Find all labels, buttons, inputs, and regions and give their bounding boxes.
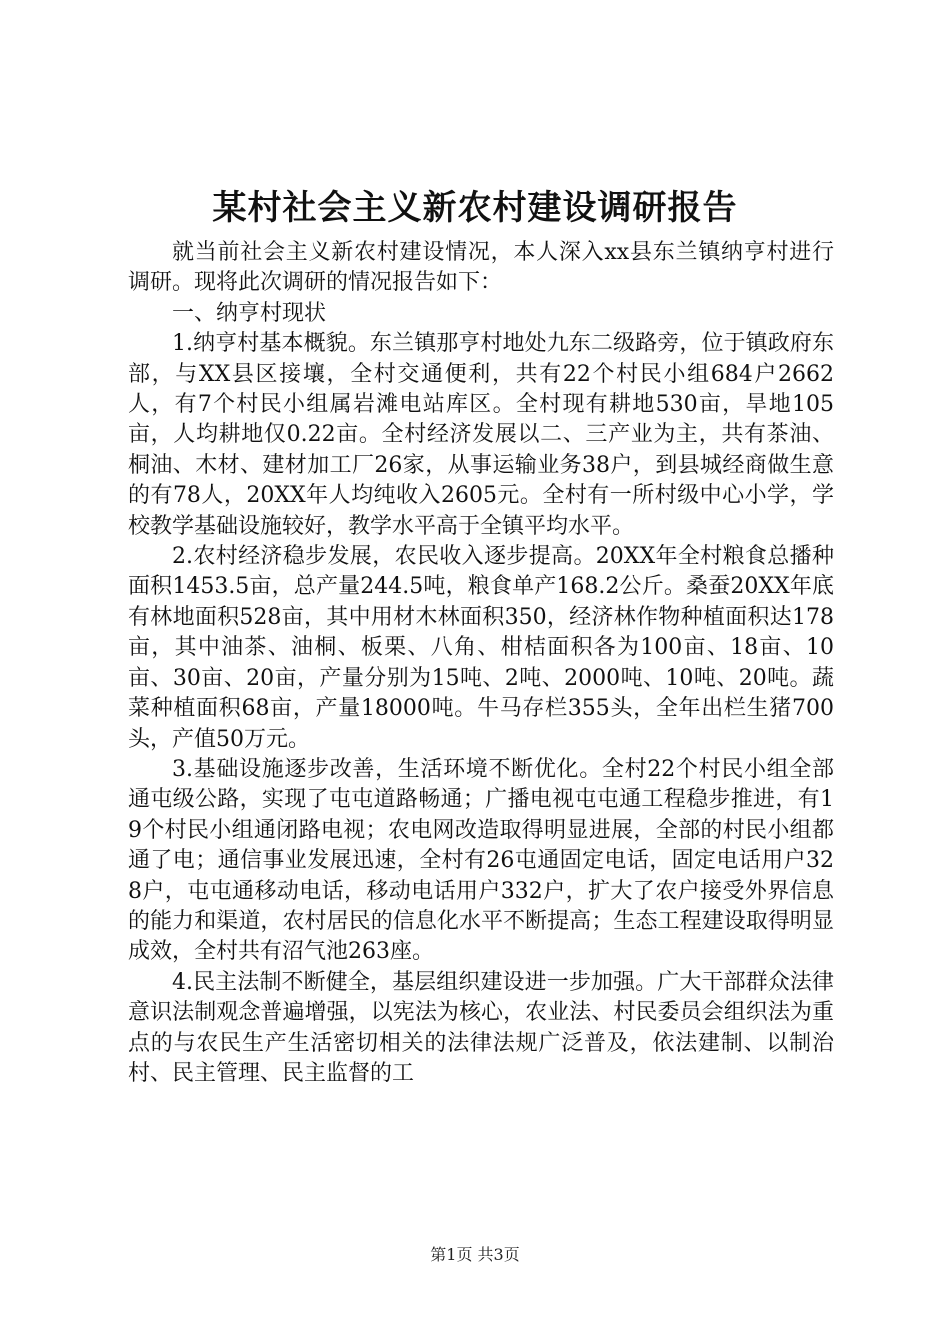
body-paragraph-2: 2.农村经济稳步发展，农民收入逐步提高。20XX年全村粮食总播种面积1453.5亩，总产量244.5吨，粮食单产168.2公斤。桑蚕20XX年底有林地面积528亩，其中用材木林面积350，经济林作物种植面积达178亩，其中油茶、油桐、板栗、八角、柑桔面积各为100亩、18亩、10亩、30亩、20亩，产量分别为15吨、2吨、2000吨、10吨、20吨。蔬菜种植面积68亩，产量18000吨。牛马存栏355头，全年出栏生猪700头，产值50万元。 <box>128 544 834 752</box>
body-paragraph-1: 1.纳亨村基本概貌。东兰镇那亨村地处九东二级路旁，位于镇政府东部，与XX县区接壤，全村交通便利，共有22个村民小组684户2662人，有7个村民小组属岩滩电站库区。全村现有耕地530亩，旱地105亩，人均耕地仅0.22亩。全村经济发展以二、三产业为主，共有茶油、桐油、木材、建材加工厂26家，从事运输业务38户，到县城经商做生意的有78人，20XX年人均纯收入2605元。全村有一所村级中心小学，学校教学基础设施较好，教学水平高于全镇平均水平。 <box>128 331 834 539</box>
document-body <box>128 238 834 1089</box>
body-paragraph-3: 3.基础设施逐步改善，生活环境不断优化。全村22个村民小组全部通屯级公路，实现了屯屯道路畅通；广播电视屯屯通工程稳步推进，有19个村民小组通闭路电视；农电网改造取得明显进展，全部的村民小组都通了电；通信事业发展迅速，全村有26屯通固定电话，固定电话用户328户，屯屯通移动电话，移动电话用户332户，扩大了农户接受外界信息的能力和渠道，农村居民的信息化水平不断提高；生态工程建设取得明显成效，全村共有沼气池263座。 <box>128 756 834 965</box>
intro-paragraph: 就当前社会主义新农村建设情况，本人深入xx县东兰镇纳亨村进行调研。现将此次调研的情况报告如下： <box>128 240 834 296</box>
document-title: 某村社会主义新农村建设调研报告 <box>212 188 738 228</box>
section-heading: 一、纳亨村现状 <box>172 300 327 326</box>
body-paragraph-4: 4.民主法制不断健全，基层组织建设进一步加强。广大干部群众法律意识法制观念普遍增强，以宪法为核心，农业法、村民委员会组织法为重点的与农民生产生活密切相关的法律法规广泛普及，依法建制、以制治村、民主管理、民主监督的工 <box>128 969 834 1086</box>
page-number-footer: 第1页 共3页 <box>430 1245 520 1264</box>
